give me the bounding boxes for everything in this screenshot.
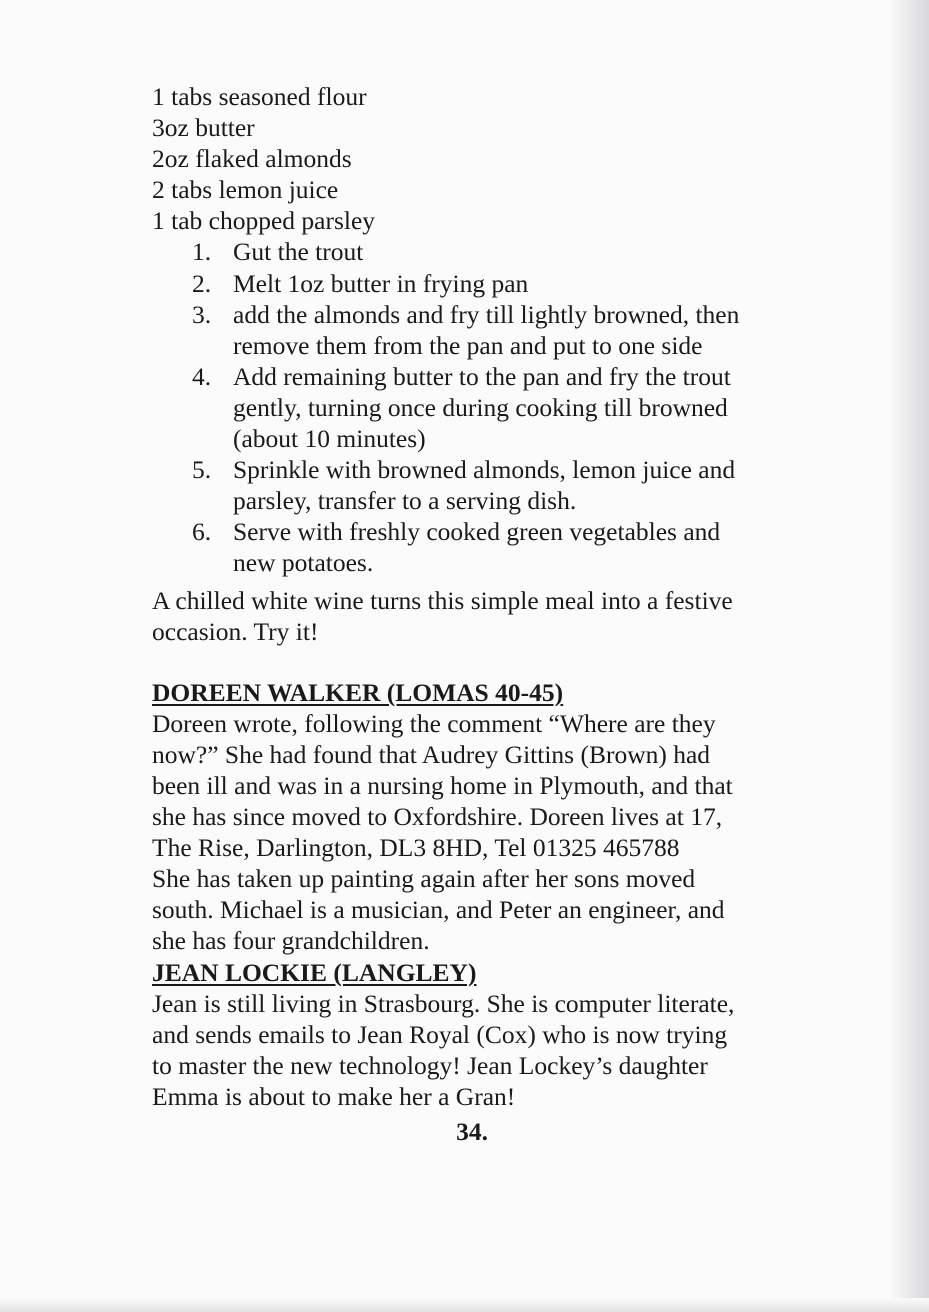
document-page xyxy=(152,81,812,1147)
step-number: 4. xyxy=(192,361,212,391)
page-number: 34. xyxy=(456,1117,488,1146)
paragraph-line: been ill and was in a nursing home in Plymouth, and that xyxy=(152,770,733,800)
step xyxy=(152,299,812,330)
paragraph-line: Doreen wrote, following the comment “Where are they xyxy=(152,708,716,738)
paragraph-line: Emma is about to make her a Gran! xyxy=(152,1081,516,1111)
paragraph-line: she has four grandchildren. xyxy=(152,926,430,956)
step-text: (about 10 minutes) xyxy=(233,424,426,454)
step-text: parsley, transfer to a serving dish. xyxy=(233,486,577,516)
paragraph-line: She has taken up painting again after her sons moved xyxy=(152,864,696,894)
step-text: Melt 1oz butter in frying pan xyxy=(233,268,529,298)
step-text: Add remaining butter to the pan and fry the trout xyxy=(233,361,731,391)
ingredient: 1 tab chopped parsley xyxy=(152,206,376,236)
paragraph-line: to master the new technology! Jean Lockey’s daughter xyxy=(152,1050,708,1080)
closing-text: occasion. Try it! xyxy=(152,616,319,646)
step-text: remove them from the pan and put to one side xyxy=(233,330,703,360)
step-number: 1. xyxy=(192,237,212,267)
paragraph-line: and sends emails to Jean Royal (Cox) who is now trying xyxy=(152,1019,728,1049)
ingredient: 1 tabs seasoned flour xyxy=(152,82,367,111)
step xyxy=(152,516,812,547)
page-bottom-shadow xyxy=(0,1298,929,1312)
paragraph-line: Jean is still living in Strasbourg. She is computer literate, xyxy=(152,988,735,1018)
step xyxy=(152,361,812,392)
step-number: 6. xyxy=(192,517,212,547)
section-heading-jean-lockie: JEAN LOCKIE (LANGLEY) xyxy=(152,957,477,987)
step-text: Serve with freshly cooked green vegetables and xyxy=(233,517,721,547)
closing-text: A chilled white wine turns this simple meal into a festive xyxy=(152,585,733,615)
step xyxy=(152,236,812,267)
step-number: 2. xyxy=(192,268,212,298)
step-number: 3. xyxy=(192,299,212,329)
paragraph-line: south. Michael is a musician, and Peter an engineer, and xyxy=(152,895,725,925)
page-edge-shadow xyxy=(889,0,929,1312)
paragraph-line: now?” She had found that Audrey Gittins (Brown) had xyxy=(152,739,711,769)
step-text: add the almonds and fry till lightly browned, then xyxy=(233,299,740,329)
step-number: 5. xyxy=(192,455,212,485)
ingredient-list xyxy=(152,81,812,236)
paragraph-line: The Rise, Darlington, DL3 8HD, Tel 01325 465788 xyxy=(152,833,680,863)
step-text: new potatoes. xyxy=(233,548,374,578)
ingredient: 3oz butter xyxy=(152,113,255,143)
step-text: Sprinkle with browned almonds, lemon juice and xyxy=(233,455,736,485)
ingredient: 2 tabs lemon juice xyxy=(152,175,339,205)
ingredient: 2oz flaked almonds xyxy=(152,144,352,174)
paragraph-line: she has since moved to Oxfordshire. Doreen lives at 17, xyxy=(152,802,723,832)
method-steps xyxy=(152,236,812,578)
step xyxy=(152,268,812,299)
step xyxy=(152,454,812,485)
step-text: gently, turning once during cooking till browned xyxy=(233,392,728,422)
section-heading-doreen-walker: DOREEN WALKER (LOMAS 40-45) xyxy=(152,677,564,707)
step-text: Gut the trout xyxy=(233,237,364,267)
